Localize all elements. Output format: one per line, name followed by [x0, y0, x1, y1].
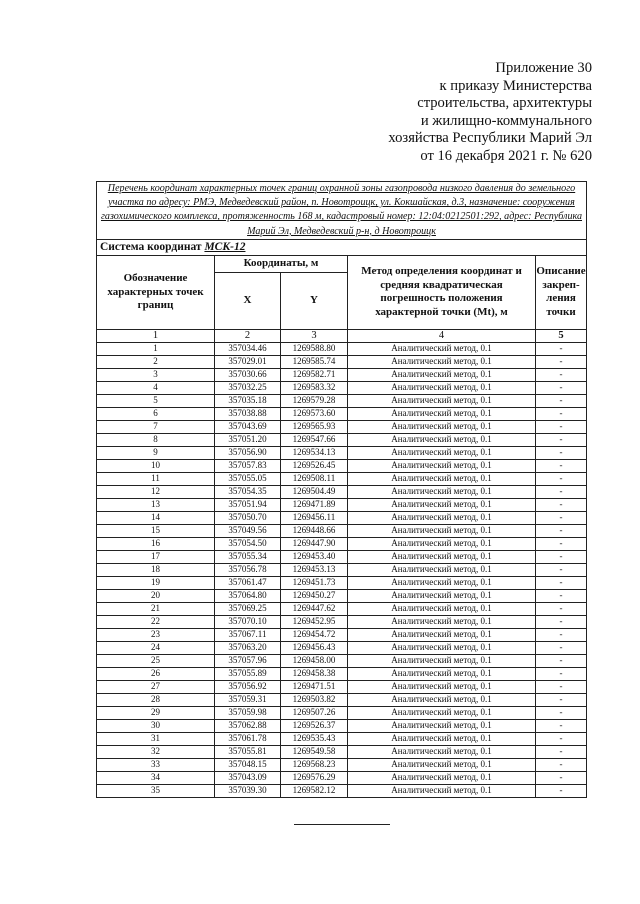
x-coordinate-cell: 357055.81 [215, 745, 281, 758]
table-row [97, 693, 587, 706]
header-method: Метод определения координат и средняя квадратическая погрешность положения характерной точки (Mt), м [348, 255, 536, 329]
header-coordinates: Координаты, м [215, 255, 348, 272]
table-row [97, 407, 587, 420]
x-coordinate-cell: 357059.31 [215, 693, 281, 706]
x-coordinate-cell: 357054.50 [215, 537, 281, 550]
y-coordinate-cell: 1269471.89 [281, 498, 348, 511]
point-number-cell: 35 [97, 784, 215, 797]
x-coordinate-cell: 357038.88 [215, 407, 281, 420]
x-coordinate-cell: 357070.10 [215, 615, 281, 628]
coordinate-system-row [97, 239, 587, 255]
description-cell: - [536, 446, 587, 459]
description-cell: - [536, 394, 587, 407]
description-cell: - [536, 563, 587, 576]
y-coordinate-cell: 1269452.95 [281, 615, 348, 628]
x-coordinate-cell: 357051.94 [215, 498, 281, 511]
table-row [97, 758, 587, 771]
table-row [97, 680, 587, 693]
x-coordinate-cell: 357061.47 [215, 576, 281, 589]
table-row [97, 524, 587, 537]
table-row [97, 446, 587, 459]
column-number: 2 [215, 329, 281, 342]
description-cell: - [536, 420, 587, 433]
description-cell: - [536, 706, 587, 719]
table-row [97, 381, 587, 394]
method-cell: Аналитический метод, 0.1 [348, 381, 536, 394]
point-number-cell: 12 [97, 485, 215, 498]
x-coordinate-cell: 357051.20 [215, 433, 281, 446]
y-coordinate-cell: 1269507.26 [281, 706, 348, 719]
method-cell: Аналитический метод, 0.1 [348, 680, 536, 693]
method-cell: Аналитический метод, 0.1 [348, 745, 536, 758]
table-row [97, 602, 587, 615]
description-cell: - [536, 407, 587, 420]
point-number-cell: 4 [97, 381, 215, 394]
y-coordinate-cell: 1269450.27 [281, 589, 348, 602]
y-coordinate-cell: 1269456.11 [281, 511, 348, 524]
method-cell: Аналитический метод, 0.1 [348, 472, 536, 485]
point-number-cell: 20 [97, 589, 215, 602]
point-number-cell: 30 [97, 719, 215, 732]
header-point: Обозначение характерных точек границ [97, 255, 215, 329]
table-row [97, 628, 587, 641]
signature-line [294, 824, 390, 825]
method-cell: Аналитический метод, 0.1 [348, 589, 536, 602]
point-number-cell: 17 [97, 550, 215, 563]
y-coordinate-cell: 1269582.71 [281, 368, 348, 381]
method-cell: Аналитический метод, 0.1 [348, 771, 536, 784]
description-cell: - [536, 537, 587, 550]
header-x: X [215, 272, 281, 329]
table-row [97, 732, 587, 745]
table-row [97, 654, 587, 667]
method-cell: Аналитический метод, 0.1 [348, 563, 536, 576]
y-coordinate-cell: 1269451.73 [281, 576, 348, 589]
point-number-cell: 29 [97, 706, 215, 719]
description-cell: - [536, 719, 587, 732]
table-caption: Перечень координат характерных точек границ охранной зоны газопровода низкого давления до земельного участка по адресу: РМЭ, Медведевский район, п. Новотроицк, ул. Кокшайская, д.3, назначение: сооружения газохимического комплекса, протяженность 168 м, кадастровый номер: 12:04:0212501:292, адрес: Республика Марий Эл, Медведевский р-н, д Новотроицк [97, 182, 587, 240]
method-cell: Аналитический метод, 0.1 [348, 342, 536, 355]
method-cell: Аналитический метод, 0.1 [348, 485, 536, 498]
description-cell: - [536, 524, 587, 537]
y-coordinate-cell: 1269458.00 [281, 654, 348, 667]
method-cell: Аналитический метод, 0.1 [348, 667, 536, 680]
x-coordinate-cell: 357030.66 [215, 368, 281, 381]
point-number-cell: 14 [97, 511, 215, 524]
x-coordinate-cell: 357057.96 [215, 654, 281, 667]
point-number-cell: 18 [97, 563, 215, 576]
header-description: Описание закреп-ления точки [536, 255, 587, 329]
point-number-cell: 5 [97, 394, 215, 407]
x-coordinate-cell: 357055.05 [215, 472, 281, 485]
appendix-line: от 16 декабря 2021 г. № 620 [420, 147, 592, 164]
method-cell: Аналитический метод, 0.1 [348, 732, 536, 745]
x-coordinate-cell: 357029.01 [215, 355, 281, 368]
method-cell: Аналитический метод, 0.1 [348, 498, 536, 511]
description-cell: - [536, 368, 587, 381]
x-coordinate-cell: 357056.90 [215, 446, 281, 459]
description-cell: - [536, 654, 587, 667]
point-number-cell: 21 [97, 602, 215, 615]
description-cell: - [536, 680, 587, 693]
y-coordinate-cell: 1269453.13 [281, 563, 348, 576]
table-row [97, 706, 587, 719]
method-cell: Аналитический метод, 0.1 [348, 758, 536, 771]
y-coordinate-cell: 1269588.80 [281, 342, 348, 355]
x-coordinate-cell: 357056.92 [215, 680, 281, 693]
y-coordinate-cell: 1269447.90 [281, 537, 348, 550]
point-number-cell: 13 [97, 498, 215, 511]
table-row [97, 719, 587, 732]
x-coordinate-cell: 357062.88 [215, 719, 281, 732]
method-cell: Аналитический метод, 0.1 [348, 459, 536, 472]
point-number-cell: 8 [97, 433, 215, 446]
table-row [97, 355, 587, 368]
description-cell: - [536, 784, 587, 797]
description-cell: - [536, 602, 587, 615]
y-coordinate-cell: 1269583.32 [281, 381, 348, 394]
description-cell: - [536, 498, 587, 511]
description-cell: - [536, 472, 587, 485]
table-row [97, 641, 587, 654]
appendix-line: Приложение 30 [495, 60, 592, 76]
point-number-cell: 16 [97, 537, 215, 550]
method-cell: Аналитический метод, 0.1 [348, 615, 536, 628]
y-coordinate-cell: 1269453.40 [281, 550, 348, 563]
table-row [97, 472, 587, 485]
appendix-line: строительства, архитектуры [417, 95, 592, 111]
method-cell: Аналитический метод, 0.1 [348, 550, 536, 563]
description-cell: - [536, 641, 587, 654]
x-coordinate-cell: 357057.83 [215, 459, 281, 472]
description-cell: - [536, 745, 587, 758]
coordinate-system-label: Система координат [100, 241, 202, 254]
method-cell: Аналитический метод, 0.1 [348, 511, 536, 524]
table-row [97, 576, 587, 589]
point-number-cell: 22 [97, 615, 215, 628]
table-row [97, 459, 587, 472]
point-number-cell: 3 [97, 368, 215, 381]
description-cell: - [536, 628, 587, 641]
table-row [97, 589, 587, 602]
point-number-cell: 15 [97, 524, 215, 537]
x-coordinate-cell: 357061.78 [215, 732, 281, 745]
y-coordinate-cell: 1269458.38 [281, 667, 348, 680]
method-cell: Аналитический метод, 0.1 [348, 784, 536, 797]
x-coordinate-cell: 357055.89 [215, 667, 281, 680]
point-number-cell: 23 [97, 628, 215, 641]
y-coordinate-cell: 1269503.82 [281, 693, 348, 706]
description-cell: - [536, 459, 587, 472]
method-cell: Аналитический метод, 0.1 [348, 693, 536, 706]
method-cell: Аналитический метод, 0.1 [348, 641, 536, 654]
description-cell: - [536, 381, 587, 394]
method-cell: Аналитический метод, 0.1 [348, 576, 536, 589]
header-y: Y [281, 272, 348, 329]
point-number-cell: 31 [97, 732, 215, 745]
y-coordinate-cell: 1269565.93 [281, 420, 348, 433]
y-coordinate-cell: 1269547.66 [281, 433, 348, 446]
y-coordinate-cell: 1269447.62 [281, 602, 348, 615]
x-coordinate-cell: 357043.69 [215, 420, 281, 433]
table-row [97, 784, 587, 797]
appendix-line: и жилищно-коммунального [420, 112, 592, 129]
y-coordinate-cell: 1269456.43 [281, 641, 348, 654]
method-cell: Аналитический метод, 0.1 [348, 433, 536, 446]
description-cell: - [536, 771, 587, 784]
point-number-cell: 34 [97, 771, 215, 784]
description-cell: - [536, 485, 587, 498]
description-cell: - [536, 589, 587, 602]
table-row [97, 498, 587, 511]
point-number-cell: 7 [97, 420, 215, 433]
y-coordinate-cell: 1269504.49 [281, 485, 348, 498]
point-number-cell: 24 [97, 641, 215, 654]
column-number: 1 [97, 329, 215, 342]
appendix-line: хозяйства Республики Марий Эл [388, 130, 592, 146]
description-cell: - [536, 355, 587, 368]
y-coordinate-cell: 1269579.28 [281, 394, 348, 407]
coordinate-system-value: МСК-12 [204, 241, 246, 254]
point-number-cell: 2 [97, 355, 215, 368]
x-coordinate-cell: 357049.56 [215, 524, 281, 537]
point-number-cell: 1 [97, 342, 215, 355]
y-coordinate-cell: 1269585.74 [281, 355, 348, 368]
y-coordinate-cell: 1269534.13 [281, 446, 348, 459]
method-cell: Аналитический метод, 0.1 [348, 602, 536, 615]
method-cell: Аналитический метод, 0.1 [348, 706, 536, 719]
method-cell: Аналитический метод, 0.1 [348, 446, 536, 459]
method-cell: Аналитический метод, 0.1 [348, 394, 536, 407]
table-row [97, 537, 587, 550]
x-coordinate-cell: 357056.78 [215, 563, 281, 576]
x-coordinate-cell: 357054.35 [215, 485, 281, 498]
table-row [97, 615, 587, 628]
point-number-cell: 27 [97, 680, 215, 693]
table-body [97, 342, 587, 797]
description-cell: - [536, 693, 587, 706]
y-coordinate-cell: 1269526.37 [281, 719, 348, 732]
table-row [97, 563, 587, 576]
description-cell: - [536, 342, 587, 355]
y-coordinate-cell: 1269471.51 [281, 680, 348, 693]
x-coordinate-cell: 357069.25 [215, 602, 281, 615]
table-row [97, 394, 587, 407]
table-row [97, 420, 587, 433]
method-cell: Аналитический метод, 0.1 [348, 368, 536, 381]
description-cell: - [536, 758, 587, 771]
point-number-cell: 33 [97, 758, 215, 771]
description-cell: - [536, 433, 587, 446]
x-coordinate-cell: 357043.09 [215, 771, 281, 784]
point-number-cell: 26 [97, 667, 215, 680]
table-row [97, 667, 587, 680]
table-row [97, 368, 587, 381]
method-cell: Аналитический метод, 0.1 [348, 420, 536, 433]
x-coordinate-cell: 357064.80 [215, 589, 281, 602]
x-coordinate-cell: 357055.34 [215, 550, 281, 563]
point-number-cell: 19 [97, 576, 215, 589]
y-coordinate-cell: 1269535.43 [281, 732, 348, 745]
y-coordinate-cell: 1269549.58 [281, 745, 348, 758]
x-coordinate-cell: 357032.25 [215, 381, 281, 394]
appendix-line: к приказу Министерства [439, 77, 592, 94]
x-coordinate-cell: 357035.18 [215, 394, 281, 407]
x-coordinate-cell: 357063.20 [215, 641, 281, 654]
table-row [97, 485, 587, 498]
description-cell: - [536, 550, 587, 563]
column-number: 3 [281, 329, 348, 342]
table-row [97, 745, 587, 758]
method-cell: Аналитический метод, 0.1 [348, 407, 536, 420]
column-numbers-row [97, 329, 587, 342]
method-cell: Аналитический метод, 0.1 [348, 524, 536, 537]
y-coordinate-cell: 1269582.12 [281, 784, 348, 797]
coordinates-table [96, 181, 587, 798]
y-coordinate-cell: 1269448.66 [281, 524, 348, 537]
appendix-header [292, 60, 592, 165]
y-coordinate-cell: 1269454.72 [281, 628, 348, 641]
y-coordinate-cell: 1269568.23 [281, 758, 348, 771]
x-coordinate-cell: 357048.15 [215, 758, 281, 771]
description-cell: - [536, 667, 587, 680]
method-cell: Аналитический метод, 0.1 [348, 355, 536, 368]
point-number-cell: 28 [97, 693, 215, 706]
description-cell: - [536, 732, 587, 745]
point-number-cell: 6 [97, 407, 215, 420]
y-coordinate-cell: 1269526.45 [281, 459, 348, 472]
y-coordinate-cell: 1269576.29 [281, 771, 348, 784]
method-cell: Аналитический метод, 0.1 [348, 654, 536, 667]
point-number-cell: 10 [97, 459, 215, 472]
description-cell: - [536, 615, 587, 628]
column-number: 5 [536, 329, 587, 342]
point-number-cell: 25 [97, 654, 215, 667]
column-number: 4 [348, 329, 536, 342]
method-cell: Аналитический метод, 0.1 [348, 537, 536, 550]
y-coordinate-cell: 1269573.60 [281, 407, 348, 420]
description-cell: - [536, 576, 587, 589]
x-coordinate-cell: 357034.46 [215, 342, 281, 355]
table-row [97, 342, 587, 355]
table-row [97, 771, 587, 784]
point-number-cell: 9 [97, 446, 215, 459]
table-row [97, 433, 587, 446]
table-row [97, 511, 587, 524]
table-row [97, 550, 587, 563]
point-number-cell: 32 [97, 745, 215, 758]
x-coordinate-cell: 357067.11 [215, 628, 281, 641]
description-cell: - [536, 511, 587, 524]
method-cell: Аналитический метод, 0.1 [348, 628, 536, 641]
y-coordinate-cell: 1269508.11 [281, 472, 348, 485]
method-cell: Аналитический метод, 0.1 [348, 719, 536, 732]
x-coordinate-cell: 357050.70 [215, 511, 281, 524]
x-coordinate-cell: 357059.98 [215, 706, 281, 719]
point-number-cell: 11 [97, 472, 215, 485]
x-coordinate-cell: 357039.30 [215, 784, 281, 797]
